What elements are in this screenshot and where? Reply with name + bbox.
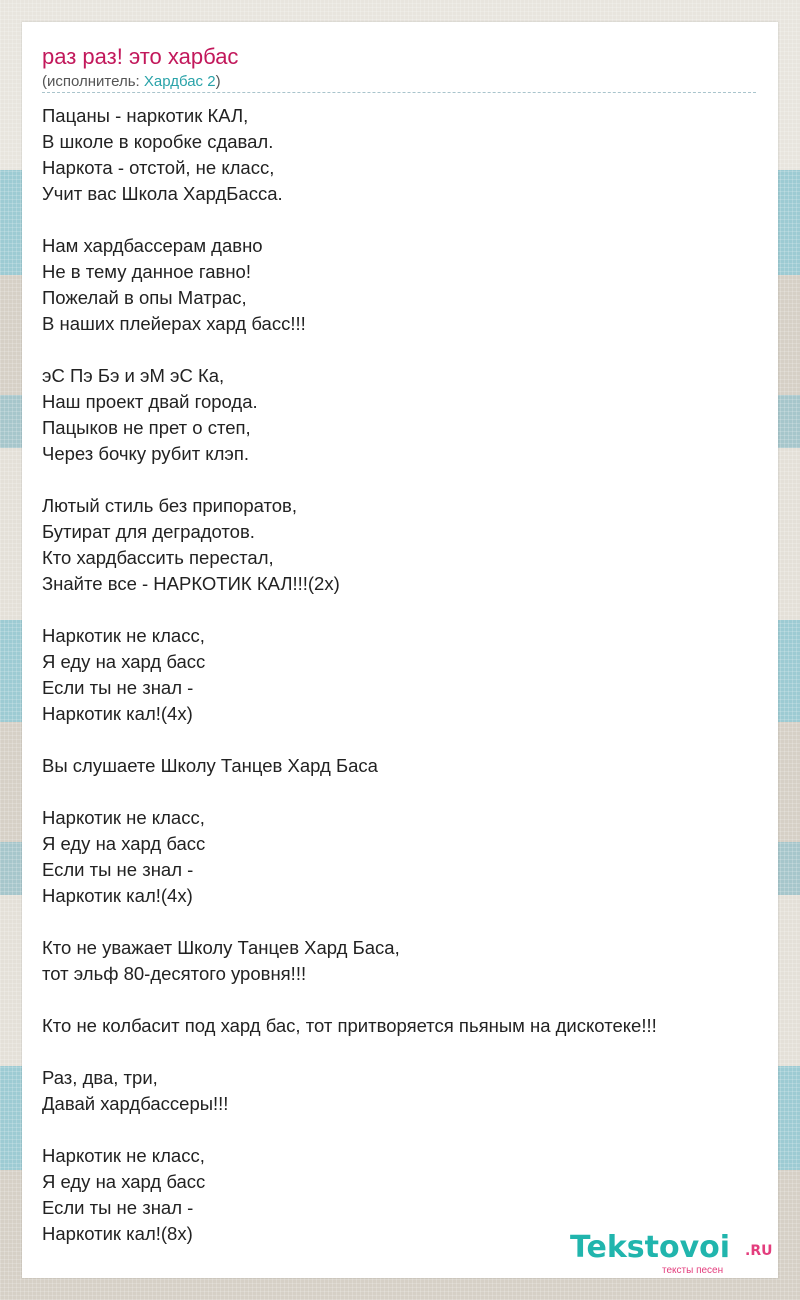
lyrics-line: Если ты не знал -	[42, 1197, 194, 1218]
lyrics-line: Давай хардбассеры!!!	[42, 1093, 229, 1114]
lyrics-blank-line	[42, 1117, 762, 1143]
lyrics-line: В школе в коробке сдавал.	[42, 131, 274, 152]
logo-domain: .RU	[745, 1243, 773, 1259]
lyrics-line: Кто хардбассить перестал,	[42, 547, 274, 568]
artist-line	[42, 72, 221, 92]
title-divider	[42, 92, 756, 93]
lyrics-line: Наркота - отстой, не класс,	[42, 157, 275, 178]
lyrics-blank-line	[42, 987, 762, 1013]
lyrics-line: Бутират для деградотов.	[42, 521, 255, 542]
lyrics-line: Наш проект двай города.	[42, 391, 258, 412]
lyrics-line: эС Пэ Бэ и эМ эС Ка,	[42, 365, 225, 386]
artist-link[interactable]: Хардбас 2	[143, 73, 216, 90]
lyrics-line: Кто не колбасит под хард бас, тот притворяется пьяным на дискотеке!!!	[42, 1015, 657, 1036]
lyrics-line: Кто не уважает Школу Танцев Хард Баса,	[42, 937, 400, 958]
lyrics-line: Наркотик кал!(8х)	[42, 1223, 193, 1244]
lyrics-line: Я еду на хард басс	[42, 1171, 206, 1192]
lyrics-blank-line	[42, 207, 762, 233]
lyrics-blank-line	[42, 337, 762, 363]
lyrics-line: Вы слушаете Школу Танцев Хард Баса	[42, 755, 378, 776]
lyrics-line: Раз, два, три,	[42, 1067, 158, 1088]
song-title: раз раз! это харбас	[42, 44, 239, 69]
lyrics-body	[42, 103, 762, 1247]
lyrics-line: Если ты не знал -	[42, 677, 194, 698]
lyrics-line: Нам хардбассерам давно	[42, 235, 263, 256]
lyrics-line: Наркотик не класс,	[42, 625, 205, 646]
lyrics-line: Наркотик кал!(4х)	[42, 703, 193, 724]
lyrics-line: Пацаны - наркотик КАЛ,	[42, 105, 249, 126]
lyrics-line: Пожелай в опы Матрас,	[42, 287, 247, 308]
lyrics-line: Пацыков не прет о степ,	[42, 417, 251, 438]
lyrics-line: Лютый стиль без припоратов,	[42, 495, 298, 516]
artist-prefix: (исполнитель:	[42, 73, 144, 90]
lyrics-blank-line	[42, 1039, 762, 1065]
lyrics-blank-line	[42, 779, 762, 805]
lyrics-line: Через бочку рубит клэп.	[42, 443, 249, 464]
lyrics-card	[22, 22, 778, 1278]
lyrics-line: Наркотик не класс,	[42, 807, 205, 828]
lyrics-line: Если ты не знал -	[42, 859, 194, 880]
lyrics-line: В наших плейерах хард басс!!!	[42, 313, 306, 334]
logo-tagline: тексты песен	[662, 1265, 724, 1276]
lyrics-blank-line	[42, 909, 762, 935]
lyrics-line: Я еду на хард басс	[42, 833, 206, 854]
lyrics-blank-line	[42, 597, 762, 623]
lyrics-blank-line	[42, 467, 762, 493]
logo-wordmark: Tekstovoi	[570, 1230, 731, 1265]
lyrics-blank-line	[42, 727, 762, 753]
lyrics-line: тот эльф 80-десятого уровня!!!	[42, 963, 307, 984]
lyrics-line: Наркотик кал!(4х)	[42, 885, 193, 906]
artist-suffix: )	[215, 73, 221, 90]
lyrics-line: Не в тему данное гавно!	[42, 261, 251, 282]
lyrics-line: Наркотик не класс,	[42, 1145, 205, 1166]
site-logo[interactable]	[570, 1231, 775, 1279]
lyrics-line: Знайте все - НАРКОТИК КАЛ!!!(2х)	[42, 573, 340, 594]
lyrics-line: Учит вас Школа ХардБасса.	[42, 183, 283, 204]
lyrics-line: Я еду на хард басс	[42, 651, 206, 672]
